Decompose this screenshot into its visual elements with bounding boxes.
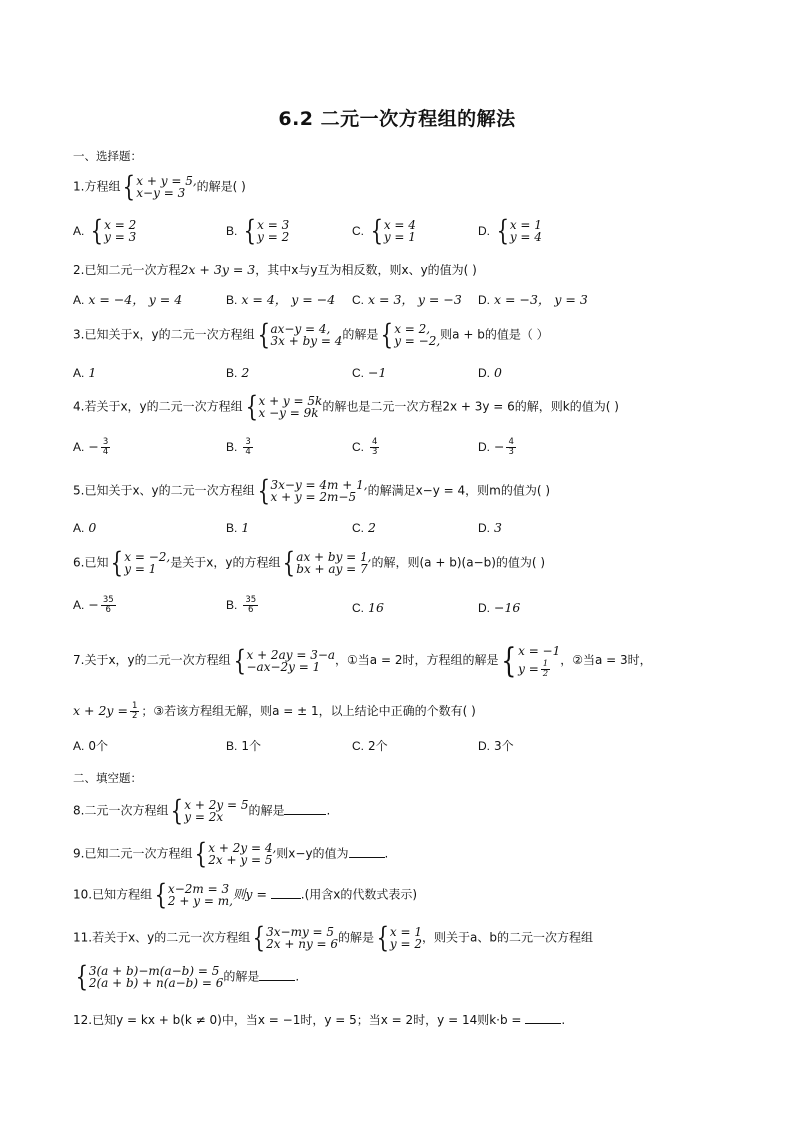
question-3: 3.已知关于x，y的二元一次方程组 { ax−y = 4, 3x + by = 4 的解是 { x = 2, y = −2, 则a + b的值是（ ）	[73, 318, 549, 351]
option-d: D. −16	[478, 600, 521, 615]
option-b: B. 1个	[226, 739, 261, 753]
question-1: 1.方程组 { x + y = 5, x−y = 3 的解是( )	[73, 170, 246, 203]
option-c: C. 2	[352, 520, 376, 535]
question-4: 4.若关于x，y的二元一次方程组 { x + y = 5k x −y = 9k 的解也是二元一次方程2x + 3y = 6的解，则k的值为( )	[73, 390, 619, 423]
page-title: 6.2 二元一次方程组的解法	[278, 108, 516, 130]
question-10: 10.已知方程组 { x−2m = 3 2 + y = m, 则y = .(用含x的代数式表示)	[73, 878, 418, 911]
option-a: A. 1	[73, 365, 97, 380]
option-a: A. 0个	[73, 739, 108, 753]
question-7-line-2: x + 2y = $\frac{1}{2}$ ；③若该方程组无解，则a = ± 1，以上结论中正确的个数有( )	[73, 701, 476, 721]
question-8: 8.二元一次方程组 { x + 2y = 5 y = 2x 的解是 .	[73, 794, 331, 827]
answer-blank[interactable]	[525, 1011, 561, 1024]
option-c: C. { x = 4 y = 1	[352, 214, 416, 247]
option-b: B. { x = 3 y = 2	[226, 214, 290, 247]
option-a: A. { x = 2 y = 3	[73, 214, 137, 247]
question-11: 11.若关于x、y的二元一次方程组 { 3x−my = 5 2x + ny = 6 的解是 { x = 1 y = 2 ，则关于a、b的二元一次方程组	[73, 921, 593, 954]
option-d: D. 3	[478, 520, 502, 535]
option-b: B. x = 4， y = −4	[226, 292, 336, 307]
option-c: C. x = 3， y = −3	[352, 292, 462, 307]
option-b: B. $\frac{3}{4}$	[226, 437, 251, 457]
option-c: C. $\frac{4}{3}$	[352, 437, 378, 457]
answer-blank[interactable]	[259, 968, 295, 981]
option-d: D. x = −3， y = 3	[478, 292, 588, 307]
question-2: 2.已知二元一次方程2x + 3y = 3，其中x与y互为相反数，则x、y的值为( )	[73, 262, 477, 277]
option-b: B. 1	[226, 520, 250, 535]
answer-blank[interactable]	[284, 802, 326, 815]
option-d: D. − $\frac{4}{3}$	[478, 437, 514, 457]
option-d: D. 3个	[478, 739, 514, 753]
question-1-stem: 1.方程组	[73, 179, 121, 194]
section-heading-fill: 二、填空题：	[73, 771, 142, 785]
question-11-line-2: { 3(a + b)−m(a−b) = 5 2(a + b) + n(a−b) = 6 的解是 .	[75, 960, 300, 993]
option-a: A. − $\frac{3}{4}$	[73, 437, 109, 457]
option-d: D. 0	[478, 365, 502, 380]
option-c: C. −1	[352, 365, 387, 380]
answer-blank[interactable]	[349, 845, 385, 858]
option-b: B. $\frac{35}{6}$	[226, 595, 257, 615]
option-a: A. − $\frac{35}{6}$	[73, 595, 114, 615]
question-7: 7.关于x，y的二元一次方程组 { x + 2ay = 3−a −ax−2y = 1 ，①当a = 2时，方程组的解是 { x = −1 y = $\frac{1}{2}$ ，②当a = 3时，	[73, 640, 652, 681]
question-9: 9.已知二元一次方程组 { x + 2y = 4, 2x + y = 5 则x−y的值为 .	[73, 837, 389, 870]
answer-blank[interactable]	[271, 886, 301, 899]
section-heading-choice: 一、选择题：	[73, 149, 142, 163]
option-d: D. { x = 1 y = 4	[478, 214, 542, 247]
option-c: C. 16	[352, 600, 384, 615]
question-6: 6.已知 { x = −2, y = 1 是关于x，y的方程组 { ax + by = 1, bx + ay = 7 的解，则(a + b)(a−b)的值为( )	[73, 546, 546, 579]
option-b: B. 2	[226, 365, 250, 380]
option-a: A. x = −4， y = 4	[73, 292, 183, 307]
option-a: A. 0	[73, 520, 97, 535]
question-5: 5.已知关于x、y的二元一次方程组 { 3x−y = 4m + 1, x + y = 2m−5 的解满足x−y = 4，则m的值为( )	[73, 474, 551, 507]
question-12: 12.已知y = kx + b(k ≠ 0)中，当x = −1时，y = 5；当x = 2时，y = 14则k·b = .	[73, 1013, 566, 1027]
equation-system: { x + y = 5, x−y = 3	[123, 170, 197, 203]
option-c: C. 2个	[352, 739, 388, 753]
